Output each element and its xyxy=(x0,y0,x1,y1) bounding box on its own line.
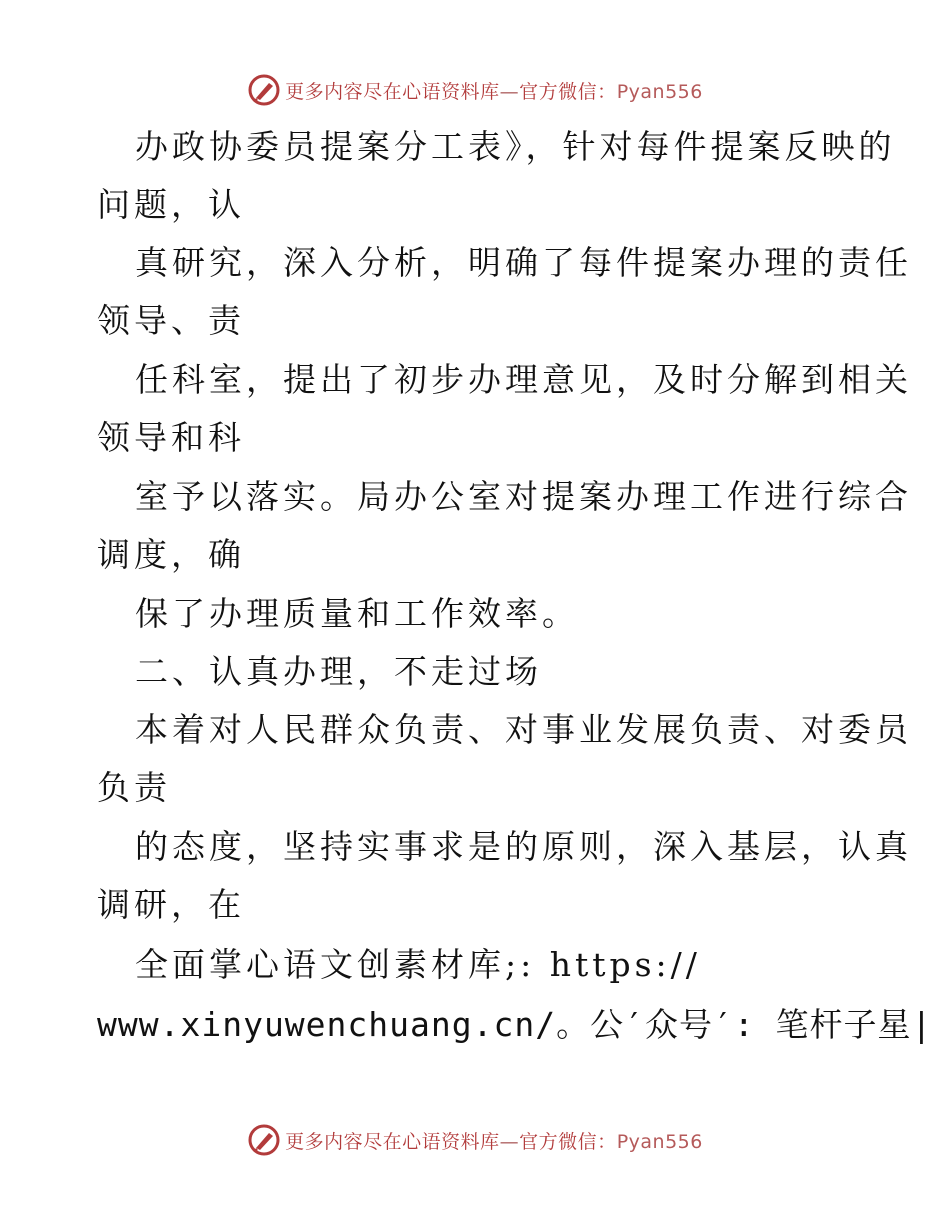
pen-logo-icon xyxy=(247,73,281,107)
text-line: 的态度，坚持实事求是的原则，深入基层，认真 xyxy=(135,827,912,866)
text-line: 调度，确 xyxy=(97,535,245,574)
banner-wechat-label: 官方微信： xyxy=(519,1130,617,1153)
banner-separator: — xyxy=(499,1130,520,1153)
banner-text xyxy=(285,1127,703,1154)
banner-wechat-label: 官方微信： xyxy=(519,80,617,103)
text-line: 领导和科 xyxy=(97,418,245,457)
text-line: 办政协委员提案分工表》，针对每件提案反映的 xyxy=(135,127,896,166)
header-banner xyxy=(0,72,950,108)
banner-title: 更多内容尽在心语资料库 xyxy=(285,80,500,103)
text-line: 调研，在 xyxy=(97,885,245,924)
section-heading: 二、认真办理，不走过场 xyxy=(135,652,542,691)
text-line: 问题，认 xyxy=(97,185,245,224)
text-line: 负责 xyxy=(97,768,171,807)
text-line: 任科室，提出了初步办理意见，及时分解到相关 xyxy=(135,360,912,399)
pen-logo-icon xyxy=(247,1123,281,1157)
text-line: 室予以落实。局办公室对提案办理工作进行综合 xyxy=(135,477,912,516)
text-line: 本着对人民群众负责、对事业发展负责、对委员 xyxy=(135,710,912,749)
banner-wechat-id: Pyan556 xyxy=(616,1130,703,1153)
text-line: 真研究，深入分析，明确了每件提案办理的责任 xyxy=(135,243,912,282)
banner-text xyxy=(285,77,703,104)
banner-wechat-id: Pyan556 xyxy=(616,80,703,103)
text-line: 保了办理质量和工作效率。 xyxy=(135,594,579,633)
banner-title: 更多内容尽在心语资料库 xyxy=(285,1130,500,1153)
banner-separator: — xyxy=(499,80,520,103)
text-line-url: www.xinyuwenchuang.cn/。公′众号′: 笔杆子星| xyxy=(97,1005,933,1044)
text-line: 领导、责 xyxy=(97,301,245,340)
text-line: 全面掌心语文创素材库;: https:// xyxy=(135,945,701,984)
footer-banner xyxy=(0,1122,950,1158)
